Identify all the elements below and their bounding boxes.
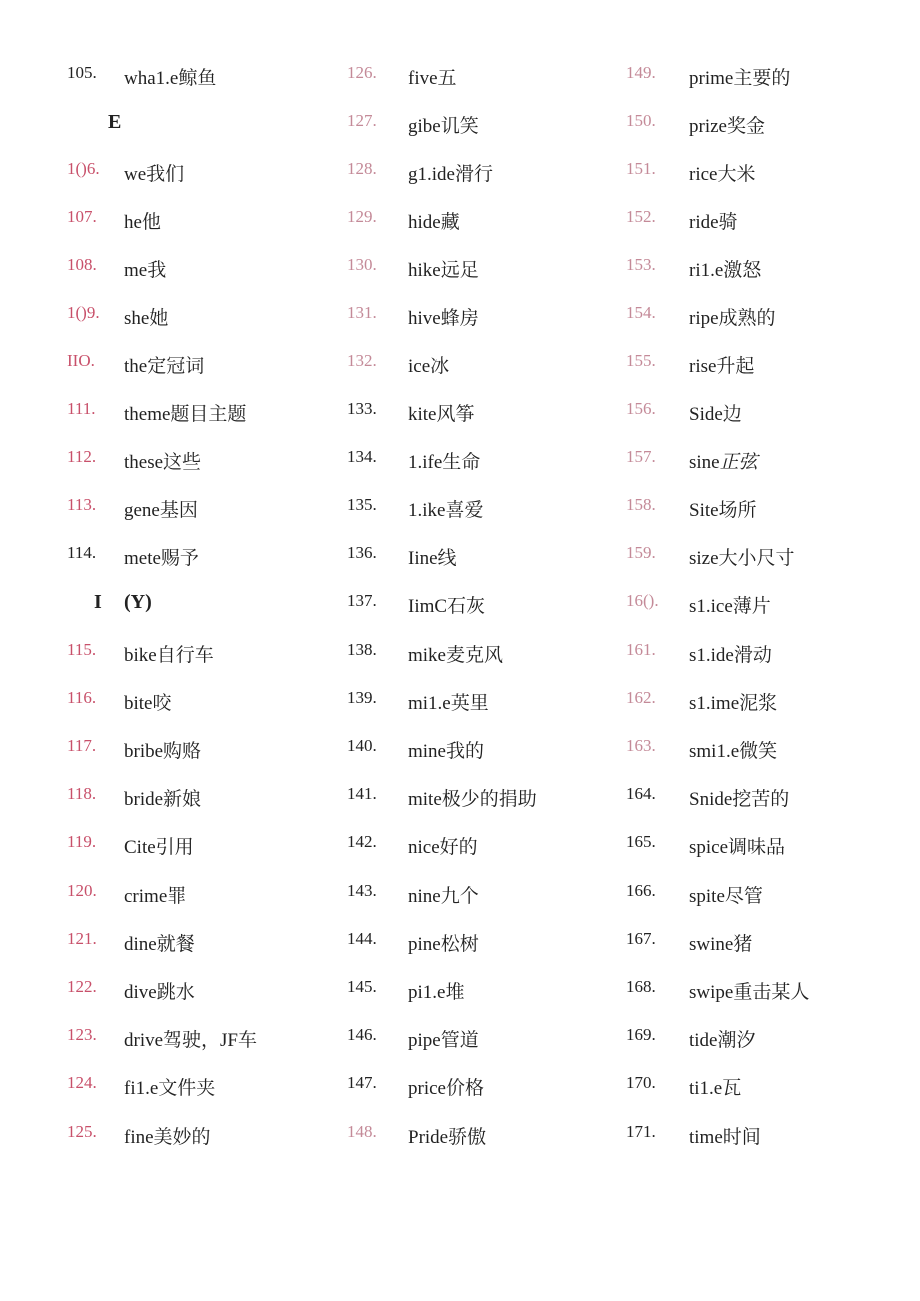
item-number: 137. xyxy=(347,591,377,610)
item-word: pi1.e堆 xyxy=(408,982,465,1003)
item-word: nice好的 xyxy=(408,837,478,858)
section-heading-y: (Y) xyxy=(124,591,152,613)
item-number: 171. xyxy=(626,1122,656,1141)
item-number: 131. xyxy=(347,303,377,322)
item-word: time时间 xyxy=(689,1127,761,1148)
item-word: me我 xyxy=(124,260,167,281)
item-word: drive驾驶，JF车 xyxy=(124,1030,258,1051)
item-word: bribe购赂 xyxy=(124,741,202,762)
item-word: IimC石灰 xyxy=(408,596,486,617)
item-number: 118. xyxy=(67,784,97,803)
item-number: 166. xyxy=(626,881,656,900)
item-number: 169. xyxy=(626,1025,656,1044)
item-word: theme题目主题 xyxy=(124,404,247,425)
item-number: 116. xyxy=(67,688,97,707)
item-word: hide藏 xyxy=(408,212,460,233)
item-word: mete赐予 xyxy=(124,548,199,569)
item-number: 133. xyxy=(347,399,377,418)
item-word: gibe讥笑 xyxy=(408,116,479,137)
item-number: 122. xyxy=(67,977,97,996)
item-word: s1.ide滑动 xyxy=(689,645,772,666)
item-number: 113. xyxy=(67,495,97,514)
item-word: she她 xyxy=(124,308,169,329)
item-number: 141. xyxy=(347,784,377,803)
item-word: rise升起 xyxy=(689,356,755,377)
item-word: dive跳水 xyxy=(124,982,195,1003)
item-number: 156. xyxy=(626,399,656,418)
item-word: 1.ike喜爱 xyxy=(408,500,484,521)
item-word: Site场所 xyxy=(689,500,757,521)
item-word: prize奖金 xyxy=(689,116,765,137)
item-word: ti1.e瓦 xyxy=(689,1078,742,1099)
item-word: g1.ide滑行 xyxy=(408,164,493,185)
item-word: fi1.e文件夹 xyxy=(124,1078,216,1099)
item-word: bike自行车 xyxy=(124,645,214,666)
item-word: bride新娘 xyxy=(124,789,202,810)
item-number: 105. xyxy=(67,63,97,82)
item-word: spice调味品 xyxy=(689,837,786,858)
item-word: ripe成熟的 xyxy=(689,308,776,329)
item-number: 1()6. xyxy=(67,159,100,178)
item-word: the定冠词 xyxy=(124,356,205,377)
item-word: rice大米 xyxy=(689,164,756,185)
item-word-en: sine xyxy=(689,452,720,473)
item-word: bite咬 xyxy=(124,693,172,714)
item-word: mike麦克风 xyxy=(408,645,503,666)
item-number: 146. xyxy=(347,1025,377,1044)
item-number: 164. xyxy=(626,784,656,803)
item-word: prime主要的 xyxy=(689,68,791,89)
item-number: 136. xyxy=(347,543,377,562)
item-number: 144. xyxy=(347,929,377,948)
item-number: 170. xyxy=(626,1073,656,1092)
item-number: 115. xyxy=(67,640,97,659)
item-number: 134. xyxy=(347,447,377,466)
item-number: 143. xyxy=(347,881,377,900)
item-number: 16(). xyxy=(626,591,659,610)
item-number: 1()9. xyxy=(67,303,100,322)
item-number: 128. xyxy=(347,159,377,178)
item-word xyxy=(689,447,758,474)
item-number: 127. xyxy=(347,111,377,130)
item-word: ice冰 xyxy=(408,356,450,377)
item-number: 130. xyxy=(347,255,377,274)
item-word: hike远足 xyxy=(408,260,479,281)
item-number: 145. xyxy=(347,977,377,996)
item-number: 151. xyxy=(626,159,656,178)
item-word: dine就餐 xyxy=(124,934,195,955)
item-number: 119. xyxy=(67,832,97,851)
item-number: 155. xyxy=(626,351,656,370)
item-number: 147. xyxy=(347,1073,377,1092)
item-word-zh: 正弦 xyxy=(719,452,758,473)
item-word: s1.ime泥浆 xyxy=(689,693,778,714)
section-heading-i: I xyxy=(94,591,102,613)
item-number: 149. xyxy=(626,63,656,82)
item-number: 132. xyxy=(347,351,377,370)
item-number: 163. xyxy=(626,736,656,755)
item-word: swipe重击某人 xyxy=(689,982,810,1003)
item-word: Side边 xyxy=(689,404,742,425)
item-number: 138. xyxy=(347,640,377,659)
section-heading-e: E xyxy=(108,111,122,133)
item-number: 135. xyxy=(347,495,377,514)
item-word: pipe管道 xyxy=(408,1030,479,1051)
item-word: s1.ice薄片 xyxy=(689,596,771,617)
item-word: tide潮汐 xyxy=(689,1030,756,1051)
item-number: 152. xyxy=(626,207,656,226)
item-number: 112. xyxy=(67,447,97,466)
item-number: 114. xyxy=(67,543,97,562)
item-word: hive蜂房 xyxy=(408,308,479,329)
item-word: 1.ife生命 xyxy=(408,452,481,473)
item-number: 120. xyxy=(67,881,97,900)
item-number: 154. xyxy=(626,303,656,322)
item-number: 157. xyxy=(626,447,656,466)
item-number: 108. xyxy=(67,255,97,274)
item-number: 148. xyxy=(347,1122,377,1141)
item-word: smi1.e微笑 xyxy=(689,741,778,762)
item-word: he他 xyxy=(124,212,161,233)
item-word: wha1.e鲸鱼 xyxy=(124,68,217,89)
item-number: 111. xyxy=(67,399,96,418)
item-number: 129. xyxy=(347,207,377,226)
item-word: Iine线 xyxy=(408,548,457,569)
item-number: 125. xyxy=(67,1122,97,1141)
item-word: mi1.e英里 xyxy=(408,693,489,714)
item-number: IIO. xyxy=(67,351,95,370)
item-word: Pride骄傲 xyxy=(408,1127,487,1148)
item-word: these这些 xyxy=(124,452,202,473)
item-number: 140. xyxy=(347,736,377,755)
item-number: 126. xyxy=(347,63,377,82)
item-number: 150. xyxy=(626,111,656,130)
item-word: spite尽管 xyxy=(689,886,763,907)
item-word: Snide挖苦的 xyxy=(689,789,790,810)
item-word: mite极少的捐助 xyxy=(408,789,537,810)
item-word: ri1.e激怒 xyxy=(689,260,762,281)
item-word: we我们 xyxy=(124,164,185,185)
item-number: 124. xyxy=(67,1073,97,1092)
item-word: ride骑 xyxy=(689,212,738,233)
item-number: 167. xyxy=(626,929,656,948)
item-number: 117. xyxy=(67,736,97,755)
item-number: 142. xyxy=(347,832,377,851)
item-word: gene基因 xyxy=(124,500,198,521)
item-word: pine松树 xyxy=(408,934,479,955)
item-number: 139. xyxy=(347,688,377,707)
item-number: 162. xyxy=(626,688,656,707)
item-word: crime罪 xyxy=(124,886,187,907)
item-word: nine九个 xyxy=(408,886,479,907)
item-number: 107. xyxy=(67,207,97,226)
item-number: 159. xyxy=(626,543,656,562)
item-number: 121. xyxy=(67,929,97,948)
item-number: 165. xyxy=(626,832,656,851)
item-number: 123. xyxy=(67,1025,97,1044)
item-word: kite风筝 xyxy=(408,404,475,425)
item-word: swine猪 xyxy=(689,934,753,955)
item-number: 168. xyxy=(626,977,656,996)
item-number: 153. xyxy=(626,255,656,274)
item-word: size大小尺寸 xyxy=(689,548,795,569)
item-number: 158. xyxy=(626,495,656,514)
item-word: five五 xyxy=(408,68,457,89)
item-word: mine我的 xyxy=(408,741,484,762)
item-word: Cite引用 xyxy=(124,837,194,858)
item-word: price价格 xyxy=(408,1078,484,1099)
item-number: 161. xyxy=(626,640,656,659)
item-word: fine美妙的 xyxy=(124,1127,211,1148)
